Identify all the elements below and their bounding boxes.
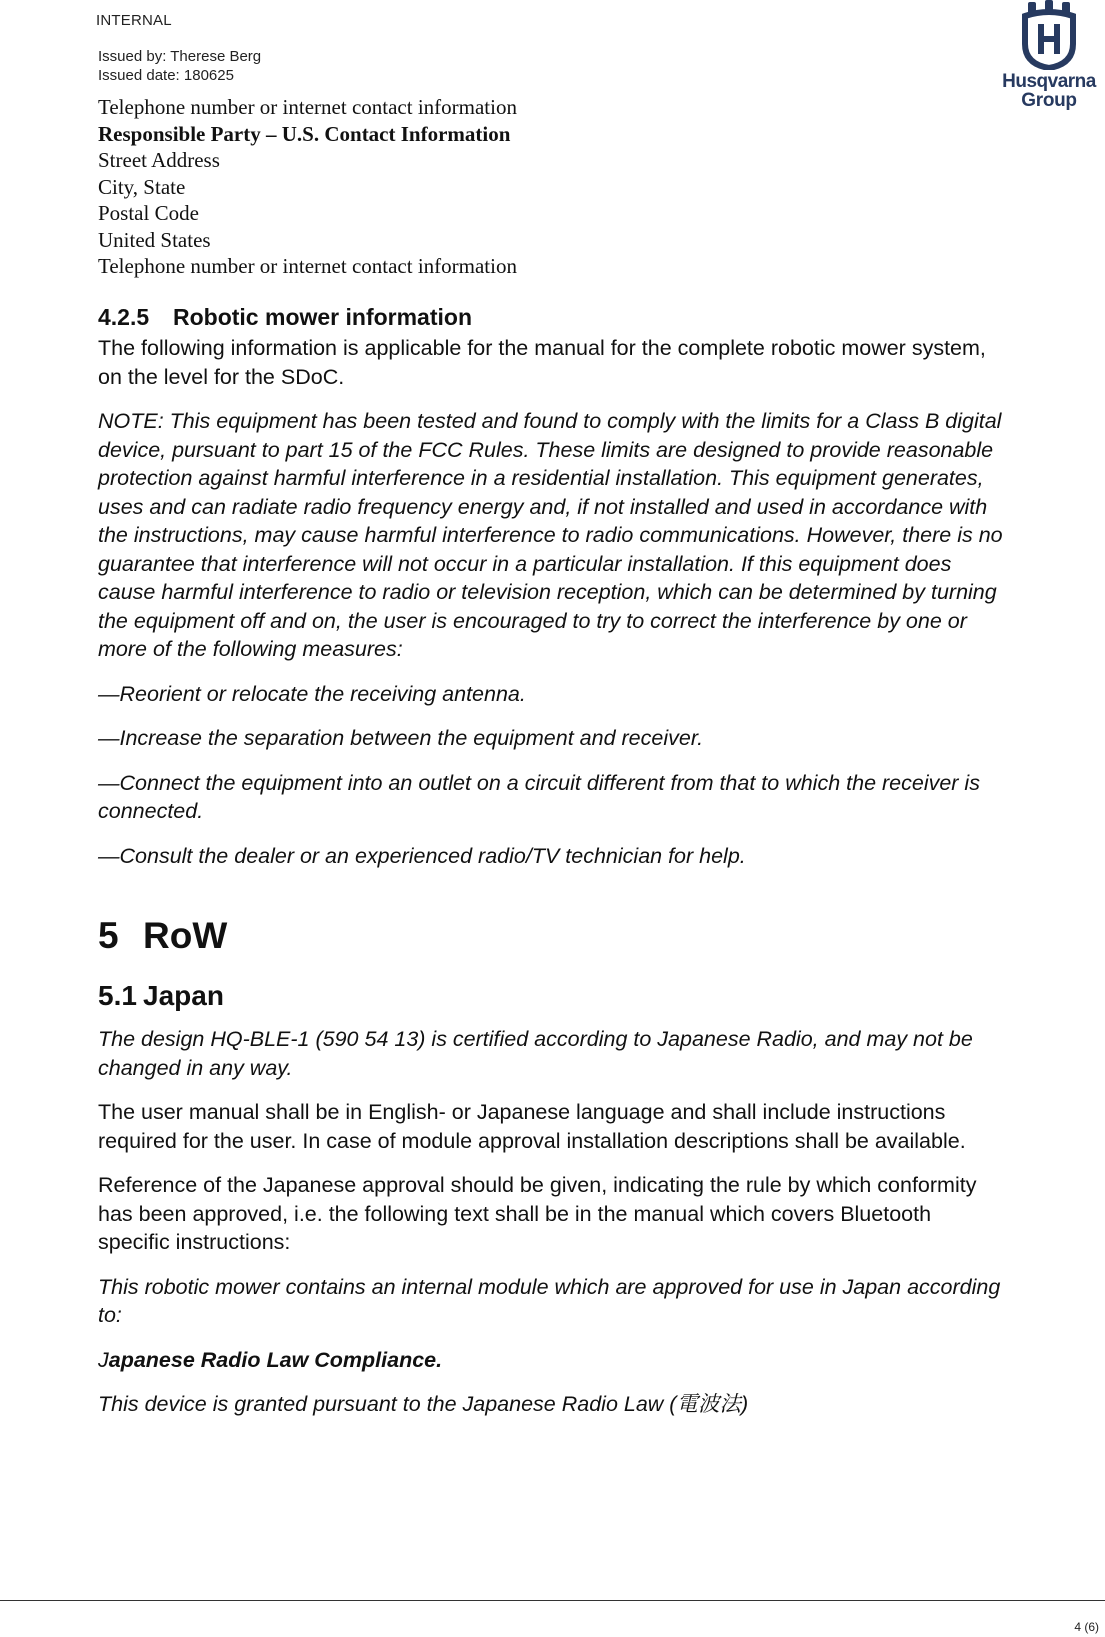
design-statement: The design HQ-BLE-1 (590 54 13) is certified according to Japanese Radio, and may not be changed in any way. (98, 1027, 973, 1080)
section-title: RoW (143, 915, 228, 956)
footer-divider (0, 1600, 1105, 1601)
paragraph: The following information is applicable for the manual for the complete robotic mower system, on the level for the SDoC. (98, 336, 986, 389)
module-statement: This robotic mower contains an internal module which are approved for use in Japan according to: (98, 1274, 1001, 1327)
section-5-1-heading (98, 978, 1008, 1014)
section-title: Robotic mower information (173, 304, 472, 330)
section-number: 4.2.5 (98, 304, 150, 330)
measure-item: —Increase the separation between the equipment and receiver. (98, 726, 704, 750)
contact-street: Street Address (98, 148, 220, 172)
contact-line: Telephone number or internet contact information (98, 254, 517, 278)
section-5-heading (98, 914, 1008, 958)
fcc-note: NOTE: This equipment has been tested and found to comply with the limits for a Class B digital device, pursuant to part 15 of the FCC Rules. These limits are designed to provide reasonable protection against harmful interference in a residential installation. This equipment generates, uses and can radiate radio frequency energy and, if not installed and used in accordance with the instructions, may cause harmful interference to radio communications. However, there is no guarantee that interference will not occur in a particular installation. If this equipment does cause harmful interference to radio or television reception, which can be determined by turning the equipment off and on, the user is encouraged to try to correct the interference by one or more of the following measures: (98, 409, 1003, 661)
contact-block (98, 94, 517, 280)
section-title: Japan (143, 980, 224, 1011)
compliance-rest: apanese Radio Law Compliance. (108, 1347, 443, 1372)
husqvarna-crown-icon (1019, 0, 1079, 70)
contact-postal: Postal Code (98, 201, 199, 225)
classification-label: INTERNAL (96, 12, 172, 29)
contact-city: City, State (98, 174, 186, 199)
section-number: 5.1 (98, 980, 137, 1011)
granted-statement: This device is granted pursuant to the Japanese Radio Law (電波法) (98, 1392, 749, 1416)
contact-country: United States (98, 227, 211, 252)
issue-info (98, 47, 261, 85)
paragraph: The user manual shall be in English- or Japanese language and shall include instructions required for the user. In case of module approval installation descriptions shall be available. (98, 1100, 966, 1153)
page-number: 4 (6) (1074, 1620, 1099, 1634)
contact-heading: Responsible Party – U.S. Contact Information (98, 121, 511, 146)
measure-item: —Consult the dealer or an experienced radio/TV technician for help. (98, 843, 746, 868)
paragraph: Reference of the Japanese approval should be given, indicating the rule by which conformity has been approved, i.e. the following text shall be in the manual which covers Bluetooth specific instructions: (98, 1173, 977, 1254)
contact-line: Telephone number or internet contact information (98, 95, 517, 119)
compliance-heading (98, 1346, 1008, 1375)
measure-item: —Reorient or relocate the receiving antenna. (98, 681, 526, 706)
husqvarna-group-logo (993, 0, 1105, 115)
section-number: 5 (98, 915, 119, 956)
issued-by: Issued by: Therese Berg (98, 48, 262, 65)
compliance-initial: J (98, 1347, 109, 1372)
document-body (98, 300, 1008, 1419)
logo-group-word: Group (1021, 90, 1077, 111)
logo-wordmark: Husqvarna (1002, 71, 1096, 92)
measure-item: —Connect the equipment into an outlet on a circuit different from that to which the receiver is connected. (98, 770, 980, 823)
section-4-2-5-heading (98, 300, 1008, 334)
issued-date: Issued date: 180625 (98, 67, 234, 84)
